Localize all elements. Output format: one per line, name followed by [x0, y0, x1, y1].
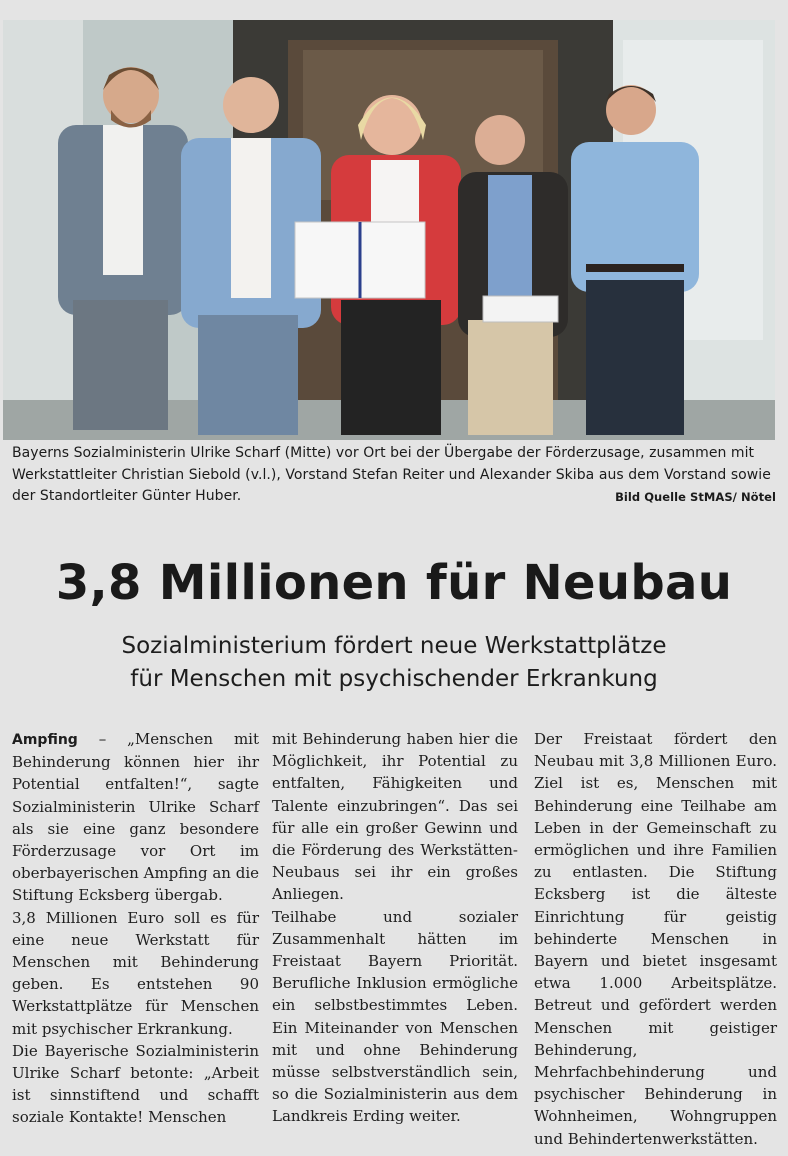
column-2-paragraph-2: Teilhabe und sozialer Zusammenhalt hätten im Freistaat Bayern Priorität. Berufliche Inklusion ermögliche ein selbstbestimmtes Leben. Ein Miteinander von Menschen mit und ohne Behinderung müsse selbstverständlich sein, so die Sozialministerin aus dem Landkreis Erding weiter. — [272, 907, 518, 1126]
column-1-paragraph-1: Ampfing – „Menschen mit Behinderung können hier ihr Potential entfalten!“, sagte Sozialministerin Ulrike Scharf als sie eine ganz besondere Förderzusage vor Ort im oberbayerischen Ampfing an die Stiftung Ecksberg übergab. — [12, 730, 259, 905]
photo-caption — [12, 443, 776, 509]
article-subheadline — [0, 630, 788, 696]
caption-text: Bayerns Sozialministerin Ulrike Scharf (Mitte) vor Ort bei der Übergabe der Förderzusage, zusammen mit Werkstattleiter Christian Siebold (v.l.), Vorstand Stefan Reiter und Alexander Skiba aus dem Vorstand sowie der Standortleiter Günter Huber. — [12, 445, 771, 504]
article-column-2 — [272, 728, 518, 1128]
article-photo — [3, 20, 775, 440]
column-3-paragraph-1: Der Freistaat fördert den Neubau mit 3,8 Millionen Euro. Ziel ist es, Menschen mit Behinderung eine Teilhabe am Leben in der Gemeinschaft zu ermöglichen und ihre Familien zu entlasten. Die Stiftung Ecksberg ist die älteste Einrichtung für geistig behinderte Menschen in Bayern und bietet insgesamt etwa 1.000 Arbeitsplätze. Betreut und gefördert werden Menschen mit geistiger Behinderung, Mehrfachbehinderung und psychischer Behinderung in Wohnheimen, Wohngruppen und Behindertenwerkstätten. — [534, 730, 777, 1148]
column-1-paragraph-3: Die Bayerische Sozialministerin Ulrike Scharf betonte: „Arbeit ist sinnstiftend und schafft soziale Kontakte! Menschen — [12, 1041, 259, 1127]
article-headline: 3,8 Millionen für Neubau — [55, 555, 733, 611]
column-1-paragraph-2: 3,8 Millionen Euro soll es für eine neue Werkstatt für Menschen mit Behinderung geben. Es entstehen 90 Werkstattplätze für Menschen mit psychischer Erkrankung. — [12, 908, 259, 1038]
article-column-3 — [534, 728, 777, 1150]
subheadline-line-2: für Menschen mit psychischender Erkrankung — [130, 666, 658, 692]
group-photo-illustration — [3, 20, 775, 440]
article-column-1 — [12, 728, 259, 1129]
column-1-paragraph-1-text: „Menschen mit Behinderung können hier ihr Potential entfalten!“, sagte Sozialministerin Ulrike Scharf als sie eine ganz besondere Förderzusage vor Ort im oberbayerischen Ampfing an die Stiftung Ecksberg übergab. — [12, 730, 259, 905]
subheadline-line-1: Sozialministerium fördert neue Werkstattplätze — [121, 633, 667, 659]
photo-credit: Bild Quelle StMAS/ Nötel — [615, 490, 776, 504]
column-2-paragraph-1: mit Behinderung haben hier die Möglichkeit, ihr Potential zu entfalten, Fähigkeiten und Talente einzubringen“. Das sei für alle ein großer Gewinn und die Förderung des Werkstätten-Neubaus sei ihr ein großes Anliegen. — [272, 730, 518, 904]
article-dateline: Ampfing — [12, 732, 78, 748]
